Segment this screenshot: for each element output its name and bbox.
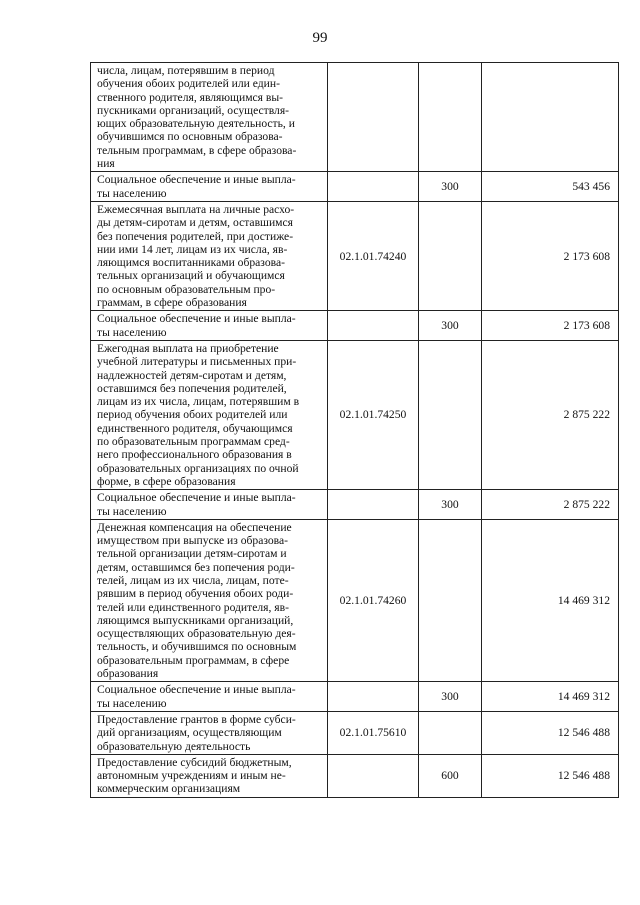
cell-target-code bbox=[328, 490, 419, 520]
cell-amount bbox=[482, 311, 619, 341]
cell-amount-text: 2 173 608 bbox=[563, 318, 610, 332]
cell-expense-type bbox=[419, 201, 482, 310]
cell-amount bbox=[482, 490, 619, 520]
cell-amount-text: 2 875 222 bbox=[563, 408, 610, 422]
table-row bbox=[91, 490, 619, 520]
cell-amount bbox=[482, 340, 619, 489]
cell-expense-type bbox=[419, 172, 482, 202]
table-row bbox=[91, 172, 619, 202]
cell-target-code-text: 02.1.01.75610 bbox=[339, 726, 407, 740]
cell-amount-text: 543 456 bbox=[572, 180, 610, 194]
cell-item-name-text: Ежемесячная выплата на личные расхо- ды детям-сиротам и детям, оставшимся без попечения родителей, при достиже- нии ими 14 лет, лицам из их числа, яв- ляющимся воспитанниками образова- тельных организаций и обучающимся по основным образовательным про- граммам, в сфере образования bbox=[97, 202, 295, 310]
cell-item-name bbox=[91, 201, 328, 310]
cell-item-name-text: Социальное обеспечение и иные выпла- ты населению bbox=[97, 173, 296, 200]
cell-expense-type bbox=[419, 711, 482, 754]
cell-target-code-text: 02.1.01.74240 bbox=[339, 249, 407, 263]
cell-expense-type bbox=[419, 311, 482, 341]
cell-amount bbox=[482, 711, 619, 754]
cell-target-code bbox=[328, 711, 419, 754]
cell-item-name-text: числа, лицам, потерявшим в период обучения обоих родителей или един- ственного родителя, являющимся вы- пускниками организаций, осуществля- ющих образовательную деятельность, и обучившимся по основным образова- тельным программам, в сфере образова- ния bbox=[97, 64, 297, 171]
cell-amount-text: 2 173 608 bbox=[563, 249, 610, 263]
table-row bbox=[91, 311, 619, 341]
cell-item-name bbox=[91, 340, 328, 489]
cell-target-code bbox=[328, 63, 419, 172]
cell-item-name bbox=[91, 682, 328, 712]
cell-expense-type bbox=[419, 682, 482, 712]
cell-item-name bbox=[91, 754, 328, 797]
page-number: 99 bbox=[312, 30, 328, 46]
cell-item-name-text: Ежегодная выплата на приобретение учебной литературы и письменных при- надлежностей детям-сиротам и детям, оставшимся без попечения родителей, лицам из их числа, лицам, потерявшим в период обучения обоих родителей или единственного родителя, обучающимся по образовательным программам сред- него профессионального образования в образовательных организациях по очной форме, в сфере образования bbox=[97, 341, 300, 488]
cell-item-name bbox=[91, 519, 328, 682]
cell-amount bbox=[482, 754, 619, 797]
cell-amount-text: 14 469 312 bbox=[557, 690, 610, 703]
cell-item-name-text: Социальное обеспечение и иные выпла- ты населению bbox=[97, 312, 296, 339]
cell-amount-text: 14 469 312 bbox=[557, 593, 610, 607]
budget-table bbox=[90, 62, 619, 798]
cell-expense-type bbox=[419, 754, 482, 797]
cell-item-name-text: Предоставление субсидий бюджетным, автономным учреждениям и иным не- коммерческим организациям bbox=[97, 755, 292, 796]
cell-target-code bbox=[328, 340, 419, 489]
cell-amount bbox=[482, 682, 619, 712]
cell-item-name-text: Предоставление грантов в форме субси- дий организациям, осуществляющим образовательную деятельность bbox=[97, 712, 296, 753]
table-row bbox=[91, 682, 619, 712]
table-row bbox=[91, 711, 619, 754]
table-row bbox=[91, 754, 619, 797]
cell-target-code bbox=[328, 311, 419, 341]
table-row bbox=[91, 201, 619, 310]
cell-target-code bbox=[328, 201, 419, 310]
cell-item-name bbox=[91, 490, 328, 520]
cell-item-name-text: Социальное обеспечение и иные выпла- ты населению bbox=[97, 683, 296, 710]
cell-expense-type-text: 300 bbox=[441, 180, 459, 194]
cell-expense-type-text: 600 bbox=[441, 769, 459, 783]
cell-amount bbox=[482, 172, 619, 202]
cell-target-code bbox=[328, 172, 419, 202]
cell-item-name bbox=[91, 63, 328, 172]
cell-target-code bbox=[328, 682, 419, 712]
budget-table-body bbox=[91, 63, 619, 798]
cell-target-code bbox=[328, 519, 419, 682]
table-row bbox=[91, 519, 619, 682]
cell-expense-type bbox=[419, 519, 482, 682]
cell-amount bbox=[482, 519, 619, 682]
cell-expense-type bbox=[419, 63, 482, 172]
cell-item-name bbox=[91, 711, 328, 754]
cell-amount-text: 12 546 488 bbox=[557, 769, 610, 783]
cell-item-name bbox=[91, 172, 328, 202]
cell-expense-type bbox=[419, 490, 482, 520]
cell-item-name bbox=[91, 311, 328, 341]
cell-item-name-text: Социальное обеспечение и иные выпла- ты населению bbox=[97, 491, 296, 518]
cell-expense-type bbox=[419, 340, 482, 489]
cell-amount bbox=[482, 201, 619, 310]
cell-expense-type-text: 300 bbox=[441, 690, 459, 703]
cell-item-name-text: Денежная компенсация на обеспечение имуществом при выпуске из образова- тельной организации детям-сиротам и детям, оставшимся без попечения роди- телей, лицам из их числа, лицам, поте- рявшим в период обучения обоих роди- телей или единственного родителя, яв- ляющимся выпускниками организаций, осуществляющих образовательную дея- тельность, и обучившимся по основным образовательным программам, в сфере образования bbox=[97, 520, 297, 681]
cell-expense-type-text: 300 bbox=[441, 497, 459, 511]
table-row bbox=[91, 63, 619, 172]
cell-amount-text: 2 875 222 bbox=[563, 497, 610, 511]
cell-target-code bbox=[328, 754, 419, 797]
cell-amount bbox=[482, 63, 619, 172]
cell-expense-type-text: 300 bbox=[441, 318, 459, 332]
cell-amount-text: 12 546 488 bbox=[557, 726, 610, 740]
cell-target-code-text: 02.1.01.74260 bbox=[339, 593, 407, 607]
cell-target-code-text: 02.1.01.74250 bbox=[339, 408, 407, 422]
table-row bbox=[91, 340, 619, 489]
